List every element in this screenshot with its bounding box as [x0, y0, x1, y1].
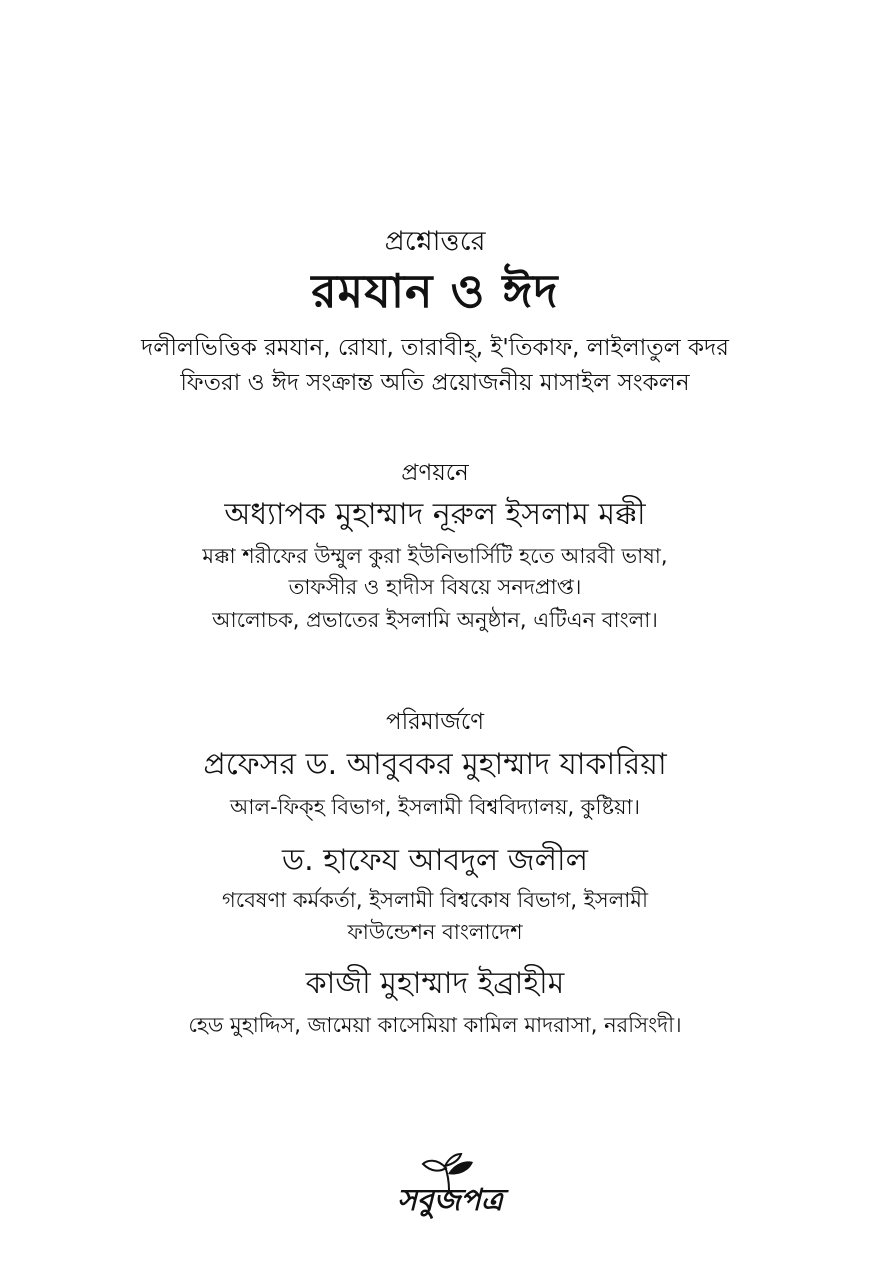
author-label: প্রণয়নে	[401, 460, 469, 486]
author-credential: মক্কা শরীফের উম্মুল কুরা ইউনিভার্সিটি হতে আরবী ভাষা,	[202, 544, 668, 568]
publisher-logo-text: সবুজপত্র	[397, 1183, 503, 1218]
editor-name: প্রফেসর ড. আবুবকর মুহাম্মাদ যাকারিয়া	[203, 747, 667, 782]
editor-name: ড. হাফেয আবদুল জলীল	[282, 843, 588, 878]
author-name: অধ্যাপক মুহাম্মাদ নূরুল ইসলাম মক্কী	[224, 497, 646, 532]
editor-credential: হেড মুহাদ্দিস, জামেয়া কাসেমিয়া কামিল মাদরাসা, নরসিংদী।	[188, 1013, 682, 1037]
editor-credential: গবেষণা কর্মকর্তা, ইসলামী বিশ্বকোষ বিভাগ, ইসলামী	[222, 888, 648, 912]
author-credential: আলোচক, প্রভাতের ইসলামি অনুষ্ঠান, এটিএন বাংলা।	[212, 608, 658, 632]
subtitle-line-1: দলীলভিত্তিক রমযান, রোযা, তারাবীহ্, ই'তিকাফ, লাইলাতুল কদর	[141, 335, 729, 361]
subtitle-line-2: ফিতরা ও ঈদ সংক্রান্ত অতি প্রয়োজনীয় মাসাইল সংকলন	[180, 370, 690, 396]
book-title: রমযান ও ঈদ	[311, 264, 559, 318]
pre-title: প্রশ্নোত্তরে	[384, 226, 486, 257]
editor-credential: আল-ফিক্হ বিভাগ, ইসলামী বিশ্ববিদ্যালয়, কুষ্টিয়া।	[229, 795, 641, 819]
editor-credential: ফাউন্ডেশন বাংলাদেশ	[347, 920, 523, 944]
author-credential: তাফসীর ও হাদীস বিষয়ে সনদপ্রাপ্ত।	[288, 575, 582, 599]
editor-name: কাজী মুহাম্মাদ ইব্রাহীম	[305, 966, 565, 1001]
editors-label: পরিমার্জণে	[385, 709, 484, 735]
publisher-logo	[385, 1152, 515, 1224]
